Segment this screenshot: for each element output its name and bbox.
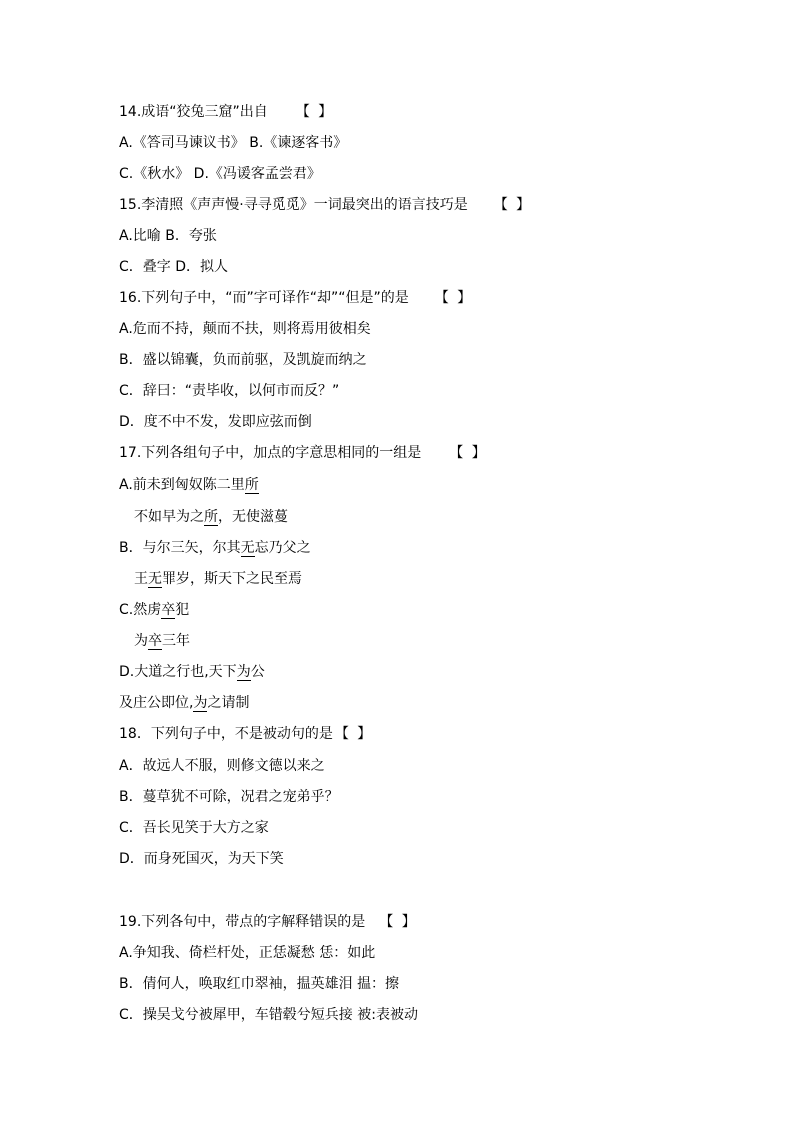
answer-bracket: 【 】 xyxy=(295,104,335,120)
sentence-text: 犯 xyxy=(175,602,190,618)
question-15-options-cd: C．叠字 D．拟人 xyxy=(119,259,229,275)
question-text: 18．下列句子中，不是被动句的是 xyxy=(119,726,333,742)
sentence-text: ，无使滋蔓 xyxy=(218,509,288,525)
question-17-option-c-line1 xyxy=(119,601,189,619)
dotted-character: 无 xyxy=(240,540,255,556)
question-18-option-c: C．吾长见笑于大方之家 xyxy=(119,820,269,836)
dotted-character: 所 xyxy=(204,509,218,525)
dotted-character: 所 xyxy=(244,477,259,493)
sentence-text: 之请制 xyxy=(207,695,250,711)
question-16-option-c: C．辞曰：“责毕收，以何市而反？” xyxy=(119,383,340,399)
sentence-text: 忘乃父之 xyxy=(254,540,311,556)
question-14-options-cd: C.《秋水》 D.《冯谖客孟尝君》 xyxy=(119,166,321,182)
question-19-option-c: C．操吴戈兮被犀甲，车错毂兮短兵接 被:表被动 xyxy=(119,1007,418,1023)
answer-bracket: 【 】 xyxy=(379,914,418,930)
sentence-text: 三年 xyxy=(162,633,190,649)
question-19-option-a: A.争知我、倚栏杆处，正恁凝愁 恁：如此 xyxy=(119,945,376,961)
sentence-text: 不如早为之 xyxy=(134,509,204,525)
answer-bracket: 【 】 xyxy=(334,726,374,742)
question-14-options-ab: A.《答司马谏议书》 B.《谏逐客书》 xyxy=(119,135,348,151)
dotted-character: 卒 xyxy=(161,602,176,618)
question-17-option-a-line2 xyxy=(134,508,288,526)
answer-bracket: 【 】 xyxy=(434,290,474,306)
question-text: 17.下列各组句子中，加点的字意思相同的一组是 xyxy=(119,445,422,461)
sentence-text: C.然虏 xyxy=(119,602,162,618)
question-19-title xyxy=(119,913,418,931)
answer-bracket: 【 】 xyxy=(493,197,533,213)
dotted-character: 为 xyxy=(193,695,208,711)
question-16-title xyxy=(119,289,473,307)
question-17-option-c-line2 xyxy=(134,632,190,650)
question-text: 15.李清照《声声慢·寻寻觅觅》一词最突出的语言技巧是 xyxy=(119,197,468,213)
question-17-option-b-line1 xyxy=(119,539,311,557)
sentence-text: A.前未到匈奴陈二里 xyxy=(119,477,245,493)
sentence-text: 罪岁，斯天下之民至焉 xyxy=(162,571,302,587)
question-18-option-b: B．蔓草犹不可除，况君之宠弟乎？ xyxy=(119,789,339,805)
question-14-title xyxy=(119,103,334,121)
sentence-text: 王 xyxy=(134,571,148,587)
sentence-text: 公 xyxy=(250,664,265,680)
question-16-option-a: A.危而不持，颠而不扶，则将焉用彼相矣 xyxy=(119,321,371,337)
question-text: 16.下列句子中，“而”字可译作“却”“但是”的是 xyxy=(119,290,409,306)
question-16-option-d: D．度不中不发，发即应弦而倒 xyxy=(119,414,312,430)
dotted-character: 无 xyxy=(148,571,162,587)
sentence-text: B．与尔三矢，尔其 xyxy=(119,540,241,556)
sentence-text: D.大道之行也,天下 xyxy=(119,664,237,680)
question-18-option-a: A．故远人不服，则修文德以来之 xyxy=(119,758,325,774)
question-17-option-d-line1 xyxy=(119,663,265,681)
question-text: 19.下列各句中，带点的字解释错误的是 xyxy=(119,914,366,930)
question-text: 14.成语“狡兔三窟”出自 xyxy=(119,104,268,120)
sentence-text: 及庄公即位, xyxy=(119,695,194,711)
question-17-option-d-line2 xyxy=(119,694,249,712)
sentence-text: 为 xyxy=(134,633,148,649)
question-17-option-b-line2 xyxy=(134,570,302,588)
question-17-title xyxy=(119,444,488,462)
question-18-option-d: D．而身死国灭，为天下笑 xyxy=(119,851,284,867)
question-18-title xyxy=(119,725,373,743)
question-16-option-b: B．盛以锦囊，负而前驱，及凯旋而纳之 xyxy=(119,352,367,368)
answer-bracket: 【 】 xyxy=(449,445,488,461)
dotted-character: 为 xyxy=(236,664,251,680)
question-15-options-ab: A.比喻 B．夸张 xyxy=(119,228,217,244)
question-17-option-a-line1 xyxy=(119,476,259,494)
question-19-option-b: B．倩何人，唤取红巾翠袖，揾英雄泪 揾：擦 xyxy=(119,976,400,992)
question-15-title xyxy=(119,196,532,214)
dotted-character: 卒 xyxy=(148,633,162,649)
